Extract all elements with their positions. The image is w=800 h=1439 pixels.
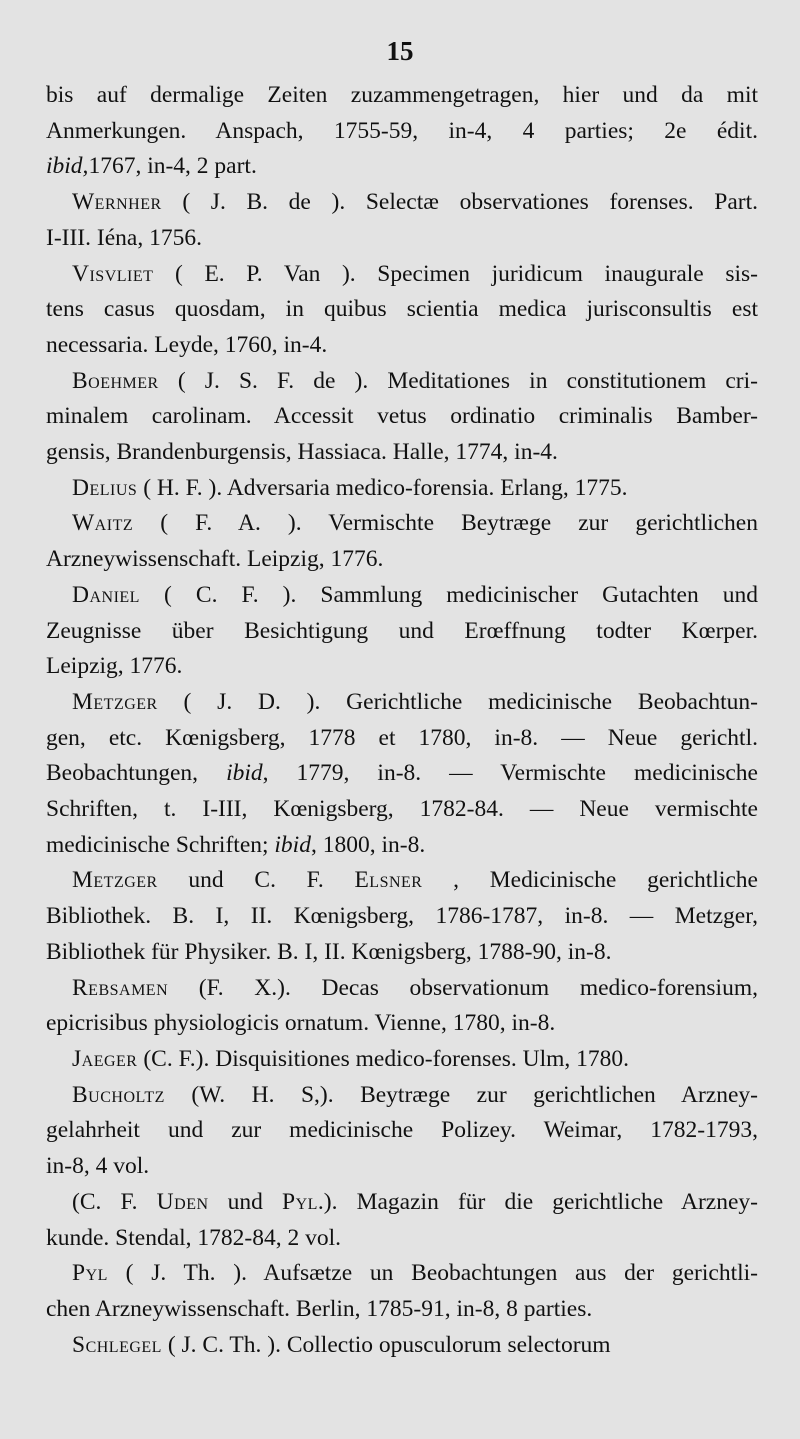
author-name: Metzger — [72, 867, 158, 894]
text-segment: medicinische Schriften; — [46, 831, 275, 858]
bibliography-entry — [46, 364, 758, 471]
text-line — [46, 435, 758, 471]
text-segment: ( C. F. ). Sammlung medicinischer Gutachten und — [139, 581, 758, 608]
text-segment: Anmerkungen. Anspach, 1755-59, in-4, 4 parties; 2e édit. — [46, 117, 758, 144]
text-line — [46, 542, 758, 578]
text-segment: gelahrheit und zur medicinische Polizey. Weimar, 1782-1793, — [46, 1117, 758, 1144]
bibliography-entry — [46, 257, 758, 364]
text-line — [46, 1292, 758, 1328]
author-name: Bucholtz — [72, 1081, 165, 1108]
author-name: Boehmer — [72, 367, 159, 394]
text-line — [46, 506, 758, 542]
italic-text: ibid — [274, 831, 311, 858]
text-line — [46, 971, 758, 1007]
text-line — [46, 1328, 758, 1364]
text-segment: ( F. A. ). Vermischte Beytræge zur gerichtlichen — [133, 510, 758, 537]
text-line — [46, 1221, 758, 1257]
text-line — [46, 1078, 758, 1114]
text-line — [46, 863, 758, 899]
page-number: 15 — [386, 36, 414, 66]
text-line — [46, 78, 758, 114]
entry-prefix: (C. F. — [72, 1188, 157, 1215]
text-segment: ( J. D. ). Gerichtliche medicinische Beobachtun- — [157, 688, 758, 715]
text-segment: ( J. S. F. de ). Meditationes in constitutionem cri- — [158, 367, 758, 394]
text-line — [46, 828, 758, 864]
text-line — [46, 114, 758, 150]
text-segment: tens casus quosdam, in quibus scientia medica jurisconsultis est — [46, 296, 758, 323]
bibliography-text — [46, 78, 758, 1363]
text-segment: .). Magazin für die gerichtliche Arzney- — [317, 1188, 758, 1215]
text-segment: minalem carolinam. Accessit vetus ordinatio criminalis Bamber- — [46, 403, 758, 430]
bibliography-entry — [46, 1078, 758, 1185]
author-name: Visvliet — [72, 260, 154, 287]
text-line — [46, 185, 758, 221]
text-line — [46, 899, 758, 935]
author-connector: und C. F. — [157, 867, 355, 894]
text-segment: , 1800, in-8. — [310, 831, 426, 858]
text-line — [46, 292, 758, 328]
text-segment: ( H. F. ). Adversaria medico-forensia. Erlang, 1775. — [137, 474, 628, 501]
author-name: Wernher — [72, 189, 162, 216]
text-segment: , 1779, in-8. — Vermischte medicinische — [262, 760, 758, 787]
text-line — [46, 399, 758, 435]
text-segment: Bibliothek. B. I, II. Kœnigsberg, 1786-1787, in-8. — Metzger, — [46, 903, 758, 930]
author-name: Pyl — [72, 1260, 108, 1287]
bibliography-entry — [46, 1256, 758, 1327]
author-name: Uden — [156, 1188, 209, 1215]
text-line — [46, 685, 758, 721]
bibliography-entry — [46, 1042, 758, 1078]
italic-text: ibid — [226, 760, 263, 787]
text-segment: gen, etc. Kœnigsberg, 1778 et 1780, in-8. — Neue gerichtl. — [46, 724, 758, 751]
bibliography-entry — [46, 971, 758, 1042]
text-segment: Arzneywissenschaft. Leipzig, 1776. — [46, 546, 384, 573]
bibliography-entry — [46, 1328, 758, 1364]
text-line — [46, 257, 758, 293]
text-line — [46, 614, 758, 650]
bibliography-entry — [46, 685, 758, 864]
text-segment: (W. H. S,). Beytræge zur gerichtlichen Arzney- — [164, 1081, 758, 1108]
text-segment: ( J. Th. ). Aufsætze un Beobachtungen aus der gerichtli- — [107, 1260, 758, 1287]
text-line — [46, 578, 758, 614]
text-line — [46, 935, 758, 971]
text-segment: Beobachtungen, — [46, 760, 227, 787]
bibliography-entry — [46, 78, 758, 185]
bibliography-entry — [46, 506, 758, 577]
text-line — [46, 364, 758, 400]
text-line — [46, 1042, 758, 1078]
author-name: Schlegel — [72, 1331, 162, 1358]
author-connector: und — [208, 1188, 283, 1215]
text-segment: I-III. Iéna, 1756. — [46, 224, 202, 251]
author-name: Metzger — [72, 688, 158, 715]
author-name: Delius — [72, 474, 138, 501]
text-line — [46, 1256, 758, 1292]
text-segment: kunde. Stendal, 1782-84, 2 vol. — [46, 1224, 342, 1251]
author-name: Elsner — [354, 867, 423, 894]
bibliography-entry — [46, 185, 758, 256]
bibliography-entry — [46, 471, 758, 507]
text-line — [46, 1149, 758, 1185]
text-segment: 1767, in-4, 2 part. — [88, 153, 257, 180]
author-name: Pyl — [282, 1188, 318, 1215]
text-line — [46, 649, 758, 685]
text-segment: in-8, 4 vol. — [46, 1153, 150, 1180]
text-segment: (F. X.). Decas observationum medico-forensium, — [168, 974, 758, 1001]
author-name: Waitz — [72, 510, 134, 537]
text-segment: , Medicinische gerichtliche — [422, 867, 758, 894]
text-segment: epicrisibus physiologicis ornatum. Vienne, 1780, in-8. — [46, 1010, 556, 1037]
text-segment: gensis, Brandenburgensis, Hassiaca. Halle, 1774, in-4. — [46, 439, 558, 466]
text-segment: (C. F.). Disquisitiones medico-forenses. Ulm, 1780. — [137, 1045, 630, 1072]
text-segment: ( J. C. Th. ). Collectio opusculorum selectorum — [161, 1331, 611, 1358]
text-line — [46, 149, 758, 185]
text-segment: Bibliothek für Physiker. B. I, II. Kœnigsberg, 1788-90, in-8. — [46, 938, 612, 965]
text-line — [46, 328, 758, 364]
italic-text: ibid, — [46, 153, 89, 180]
text-segment: chen Arzneywissenschaft. Berlin, 1785-91, in-8, 8 parties. — [46, 1295, 593, 1322]
text-line — [46, 1113, 758, 1149]
text-line — [46, 471, 758, 507]
text-line — [46, 721, 758, 757]
text-segment: Schriften, t. I-III, Kœnigsberg, 1782-84. — Neue vermischte — [46, 796, 758, 823]
author-name: Jaeger — [72, 1045, 138, 1072]
text-line — [46, 756, 758, 792]
text-segment: ( J. B. de ). Selectæ observationes forenses. Part. — [161, 189, 758, 216]
text-line — [46, 792, 758, 828]
bibliography-entry — [46, 1185, 758, 1256]
author-name: Rebsamen — [72, 974, 169, 1001]
bibliography-entry — [46, 578, 758, 685]
text-segment: Zeugnisse über Besichtigung und Erœffnung todter Kœrper. — [46, 617, 758, 644]
text-line — [46, 1185, 758, 1221]
author-name: Daniel — [72, 581, 140, 608]
text-line — [46, 221, 758, 257]
text-segment: ( E. P. Van ). Specimen juridicum inaugurale sis- — [153, 260, 758, 287]
text-line — [46, 1006, 758, 1042]
bibliography-entry — [46, 863, 758, 970]
text-segment: Leipzig, 1776. — [46, 653, 183, 680]
text-segment: necessaria. Leyde, 1760, in-4. — [46, 331, 328, 358]
text-segment: bis auf dermalige Zeiten zuzammengetragen, hier und da mit — [46, 82, 758, 108]
